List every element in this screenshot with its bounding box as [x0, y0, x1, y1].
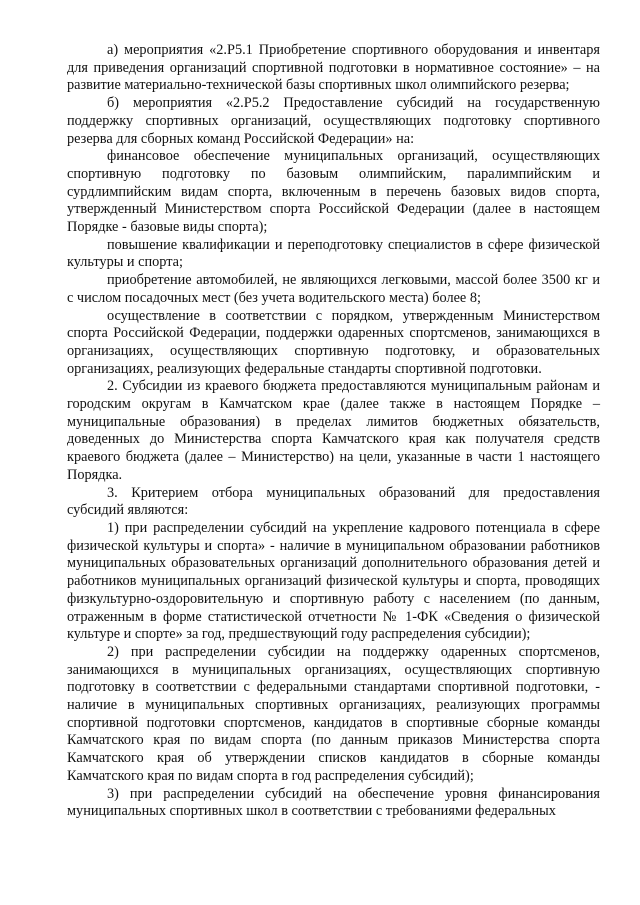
- paragraph-qualification: повышение квалификации и переподготовку специалистов в сфере физической культуры и спорта;: [67, 236, 600, 271]
- paragraph-criterion-2: 2) при распределении субсидии на поддержку одаренных спортсменов, занимающихся в муниципальных организациях, осуществляющих спортивную подготовку в соответствии с федеральными стандартами спортивной подготовки, - наличие в муниципальных спортивных организациях, реализующих программы спортивной подготовки спортсменов, кандидатов в спортивные сборные команды Камчатского края по видам спорта (по данным приказов Министерства спорта Камчатского края об утверждении списков кандидатов в сборные команды Камчатского края по видам спорта в год распределения субсидий);: [67, 643, 600, 784]
- paragraph-criterion-3: 3) при распределении субсидий на обеспечение уровня финансирования муниципальных спортивных школ в соответствии с требованиями федеральных: [67, 785, 600, 820]
- paragraph-measure-b: б) мероприятия «2.Р5.2 Предоставление субсидий на государственную поддержку спортивных организаций, осуществляющих подготовку спортивного резерва для сборных команд Российской Федерации» на:: [67, 95, 600, 147]
- document-page: [67, 42, 600, 821]
- paragraph-criterion-1: 1) при распределении субсидий на укрепление кадрового потенциала в сфере физической культуры и спорта» - наличие в муниципальном образовании работников муниципальных образовательных организаций дополнительного образования детей и работников муниципальных организаций физической культуры и спорта, проводящих физкультурно-оздоровительную и спортивную работу с населением (по данным, отраженным в форме статистической отчетности № 1-ФК «Сведения о физической культуре и спорте» за год, предшествующий году распределения субсидии);: [67, 519, 600, 643]
- paragraph-gifted-athletes: осуществление в соответствии с порядком, утвержденным Министерством спорта Российской Федерации, поддержки одаренных спортсменов, занимающихся в организациях, осуществляющих спортивную подготовку, и образовательных организациях, реализующих федеральные стандарты спортивной подготовки.: [67, 307, 600, 377]
- paragraph-section-3: 3. Критерием отбора муниципальных образований для предоставления субсидий являются:: [67, 484, 600, 519]
- paragraph-financial-support: финансовое обеспечение муниципальных организаций, осуществляющих спортивную подготовку по базовым олимпийским, паралимпийским и сурдлимпийским видам спорта, включенным в перечень базовых видов спорта, утвержденный Министерством спорта Российской Федерации (далее в настоящем Порядке - базовые виды спорта);: [67, 148, 600, 236]
- paragraph-section-2: 2. Субсидии из краевого бюджета предоставляются муниципальным районам и городским округам в Камчатском крае (далее также в настоящем Порядке – муниципальные образования) в пределах лимитов бюджетных обязательств, доведенных до Министерства спорта Камчатского края как получателя средств краевого бюджета (далее – Министерство) на цели, указанные в части 1 настоящего Порядка.: [67, 378, 600, 483]
- paragraph-vehicles: приобретение автомобилей, не являющихся легковыми, массой более 3500 кг и с числом посадочных мест (без учета водительского места) более 8;: [67, 272, 600, 306]
- paragraph-measure-a: а) мероприятия «2.Р5.1 Приобретение спортивного оборудования и инвентаря для приведения организаций спортивной подготовки в нормативное состояние» – на развитие материально-технической базы спортивных школ олимпийского резерва;: [67, 42, 600, 94]
